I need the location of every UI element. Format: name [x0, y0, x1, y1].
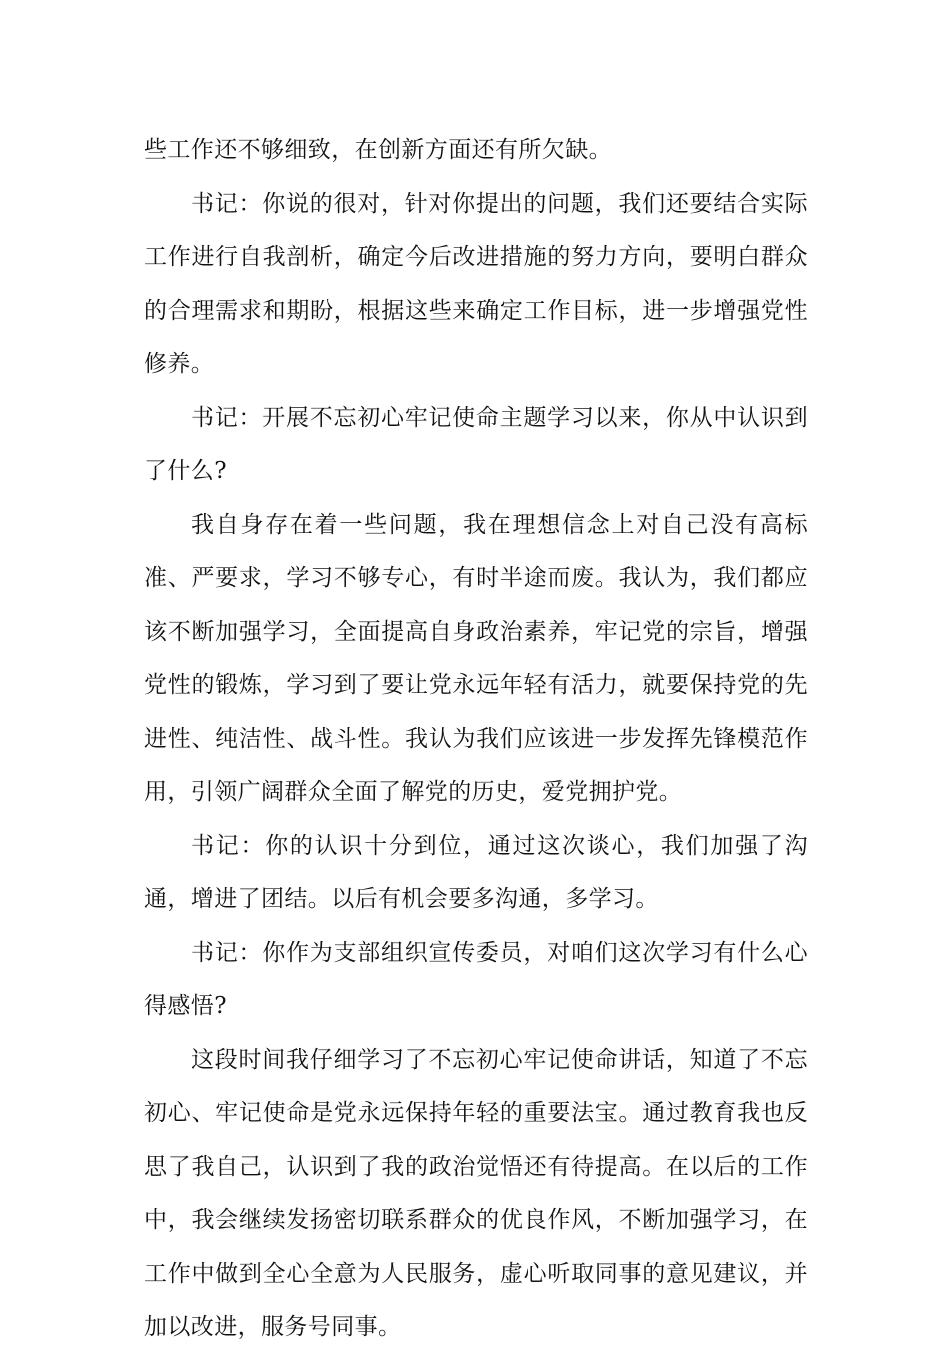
paragraph-secretary-comment: 书记：你的认识十分到位，通过这次谈心，我们加强了沟通，增进了团结。以后有机会要多沟通，多学习。: [144, 832, 808, 912]
paragraph-secretary-question-1: 书记：开展不忘初心牢记使命主题学习以来，你从中认识到了什么?: [144, 404, 808, 484]
paragraph-continuation: 些工作还不够细致，在创新方面还有所欠缺。: [144, 137, 612, 163]
paragraph-answer-2: 这段时间我仔细学习了不忘初心牢记使命讲话，知道了不忘初心、牢记使命是党永远保持年轻的重要法宝。通过教育我也反思了我自己，认识到了我的政治觉悟还有待提高。在以后的工作中，我会继续发扬密切联系群众的优良作风，不断加强学习，在工作中做到全心全意为人民服务，虚心听取同事的意见建议，并加以改进，服务号同事。: [144, 1046, 808, 1340]
paragraph-secretary-reply: 书记：你说的很对，针对你提出的问题，我们还要结合实际工作进行自我剖析，确定今后改进措施的努力方向，要明白群众的合理需求和期盼，根据这些来确定工作目标，进一步增强党性修养。: [144, 190, 808, 377]
paragraph-answer-1: 我自身存在着一些问题，我在理想信念上对自己没有高标准、严要求，学习不够专心，有时半途而废。我认为，我们都应该不断加强学习，全面提高自身政治素养，牢记党的宗旨，增强党性的锻炼，学习到了要让党永远年轻有活力，就要保持党的先进性、纯洁性、战斗性。我认为我们应该进一步发挥先锋模范作用，引领广阔群众全面了解党的历史，爱党拥护党。: [144, 511, 808, 805]
paragraph-secretary-question-2: 书记：你作为支部组织宣传委员，对咱们这次学习有什么心得感悟?: [144, 939, 808, 1019]
document-body: [144, 124, 808, 1355]
